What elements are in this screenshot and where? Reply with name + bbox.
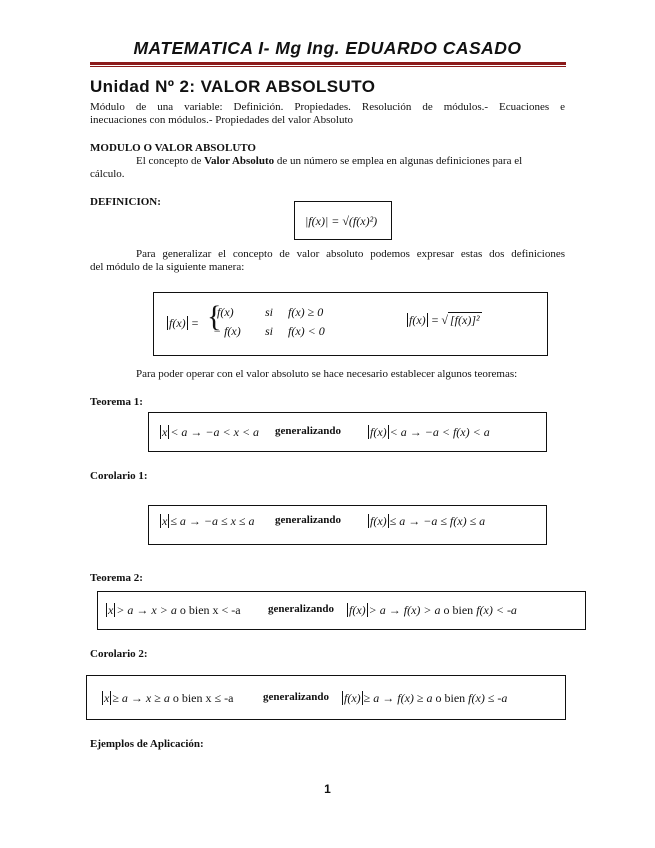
teorema1-left-text: < a → −a < x < a [170, 425, 260, 439]
header-rule-thin [90, 66, 566, 67]
teorema2-obien1: o bien [179, 603, 210, 617]
piecewise-lhs: f(x) = [169, 316, 199, 330]
definicion-formula: |f(x)| = √(f(x)²) [305, 214, 378, 228]
corolario1-word: generalizando [275, 514, 341, 526]
case1-si: si [265, 305, 274, 319]
section-intro [136, 155, 565, 168]
definicion-label: DEFINICION: [90, 196, 161, 208]
unit-title: Unidad Nº 2: VALOR ABSOLSUTO [90, 77, 376, 96]
header-rule [90, 62, 566, 65]
corolario2-label: Corolario 2: [90, 648, 148, 660]
corolario2-word: generalizando [263, 691, 329, 703]
corolario2-obien1: o bien [172, 691, 203, 705]
definicion-formula-box [294, 201, 392, 240]
piecewise-rhs-lhs: f(x) [409, 313, 426, 327]
corolario2-left-text: ≥ a → x ≥ a [112, 691, 170, 705]
corolario2-obien2: o bien [435, 691, 466, 705]
teorema2-right-alt: f(x) < -a [476, 603, 517, 617]
section-title: MODULO O VALOR ABSOLUTO [90, 142, 256, 154]
teorema2-left: x > a → x > a o bien x < -a [108, 603, 241, 617]
teorema2-right-text: > a → f(x) > a [368, 603, 441, 617]
teorema2-left-alt: x < -a [212, 603, 241, 617]
case2-si: si [265, 324, 274, 338]
teorema2-obien2: o bien [443, 603, 474, 617]
teorema1-right: f(x) < a → −a < f(x) < a [370, 425, 490, 439]
corolario2-right-text: ≥ a → f(x) ≥ a [363, 691, 433, 705]
corolario1-right-text: ≤ a → −a ≤ f(x) ≤ a [389, 514, 486, 528]
generalize-line1: Para generalizar el concepto de valor absoluto podemos expresar estas dos definiciones [136, 248, 565, 260]
section-intro-line2: cálculo. [90, 168, 125, 180]
corolario2-left: x ≥ a → x ≥ a o bien x ≤ -a [104, 691, 234, 705]
generalize-line2: del módulo de la siguiente manera: [90, 261, 245, 273]
teorema1-label: Teorema 1: [90, 396, 143, 408]
teorema1-left: x < a → −a < x < a [162, 425, 260, 439]
document-header: MATEMATICA I- Mg Ing. EDUARDO CASADO [133, 38, 522, 58]
teorema2-word: generalizando [268, 603, 334, 615]
teorema1-word: generalizando [275, 425, 341, 437]
teorema2-label: Teorema 2: [90, 572, 143, 584]
intro-text-pre: El concepto de [136, 155, 205, 167]
corolario2-right-alt: f(x) ≤ -a [468, 691, 508, 705]
unit-summary-line2: inecuaciones con módulos.- Propiedades del valor Absoluto [90, 114, 354, 126]
intro-text-bold: Valor Absoluto [204, 155, 275, 167]
corolario1-label: Corolario 1: [90, 470, 148, 482]
corolario1-right: f(x) ≤ a → −a ≤ f(x) ≤ a [370, 514, 486, 528]
corolario1-box [148, 505, 547, 545]
corolario2-left-alt: x ≤ -a [205, 691, 234, 705]
corolario1-left-text: ≤ a → −a ≤ x ≤ a [170, 514, 255, 528]
case1-expr: f(x) [217, 305, 234, 319]
page-number: 1 [324, 782, 331, 796]
teorema2-box [97, 591, 586, 630]
teorema1-box [148, 412, 547, 452]
teoremas-intro: Para poder operar con el valor absoluto se hace necesario establecer algunos teoremas: [136, 368, 518, 380]
teorema2-right: f(x) > a → f(x) > a o bien f(x) < -a [349, 603, 517, 617]
case1-cond: f(x) ≥ 0 [288, 305, 324, 319]
piecewise-rhs-radicand: [f(x)]² [450, 313, 480, 327]
teorema2-left-text: > a → x > a [116, 603, 177, 617]
teorema1-right-text: < a → −a < f(x) < a [389, 425, 490, 439]
piecewise-box [153, 292, 548, 356]
case2-cond: f(x) < 0 [288, 324, 325, 338]
piecewise-lhs-text: f(x) [169, 316, 186, 330]
ejemplos-label: Ejemplos de Aplicación: [90, 738, 204, 750]
case2-expr: − f(x) [213, 324, 241, 338]
unit-summary-line1: Módulo de una variable: Definición. Propiedades. Resolución de módulos.- Ecuaciones e [90, 101, 565, 113]
corolario1-left: x ≤ a → −a ≤ x ≤ a [162, 514, 255, 528]
corolario2-box [86, 675, 566, 720]
piecewise-rhs: f(x) = √ [f(x)]² [409, 313, 480, 327]
intro-text-post: de un número se emplea en algunas definiciones para el [274, 155, 523, 167]
corolario2-right: f(x) ≥ a → f(x) ≥ a o bien f(x) ≤ -a [344, 691, 508, 705]
piecewise-brace: { [207, 300, 222, 333]
